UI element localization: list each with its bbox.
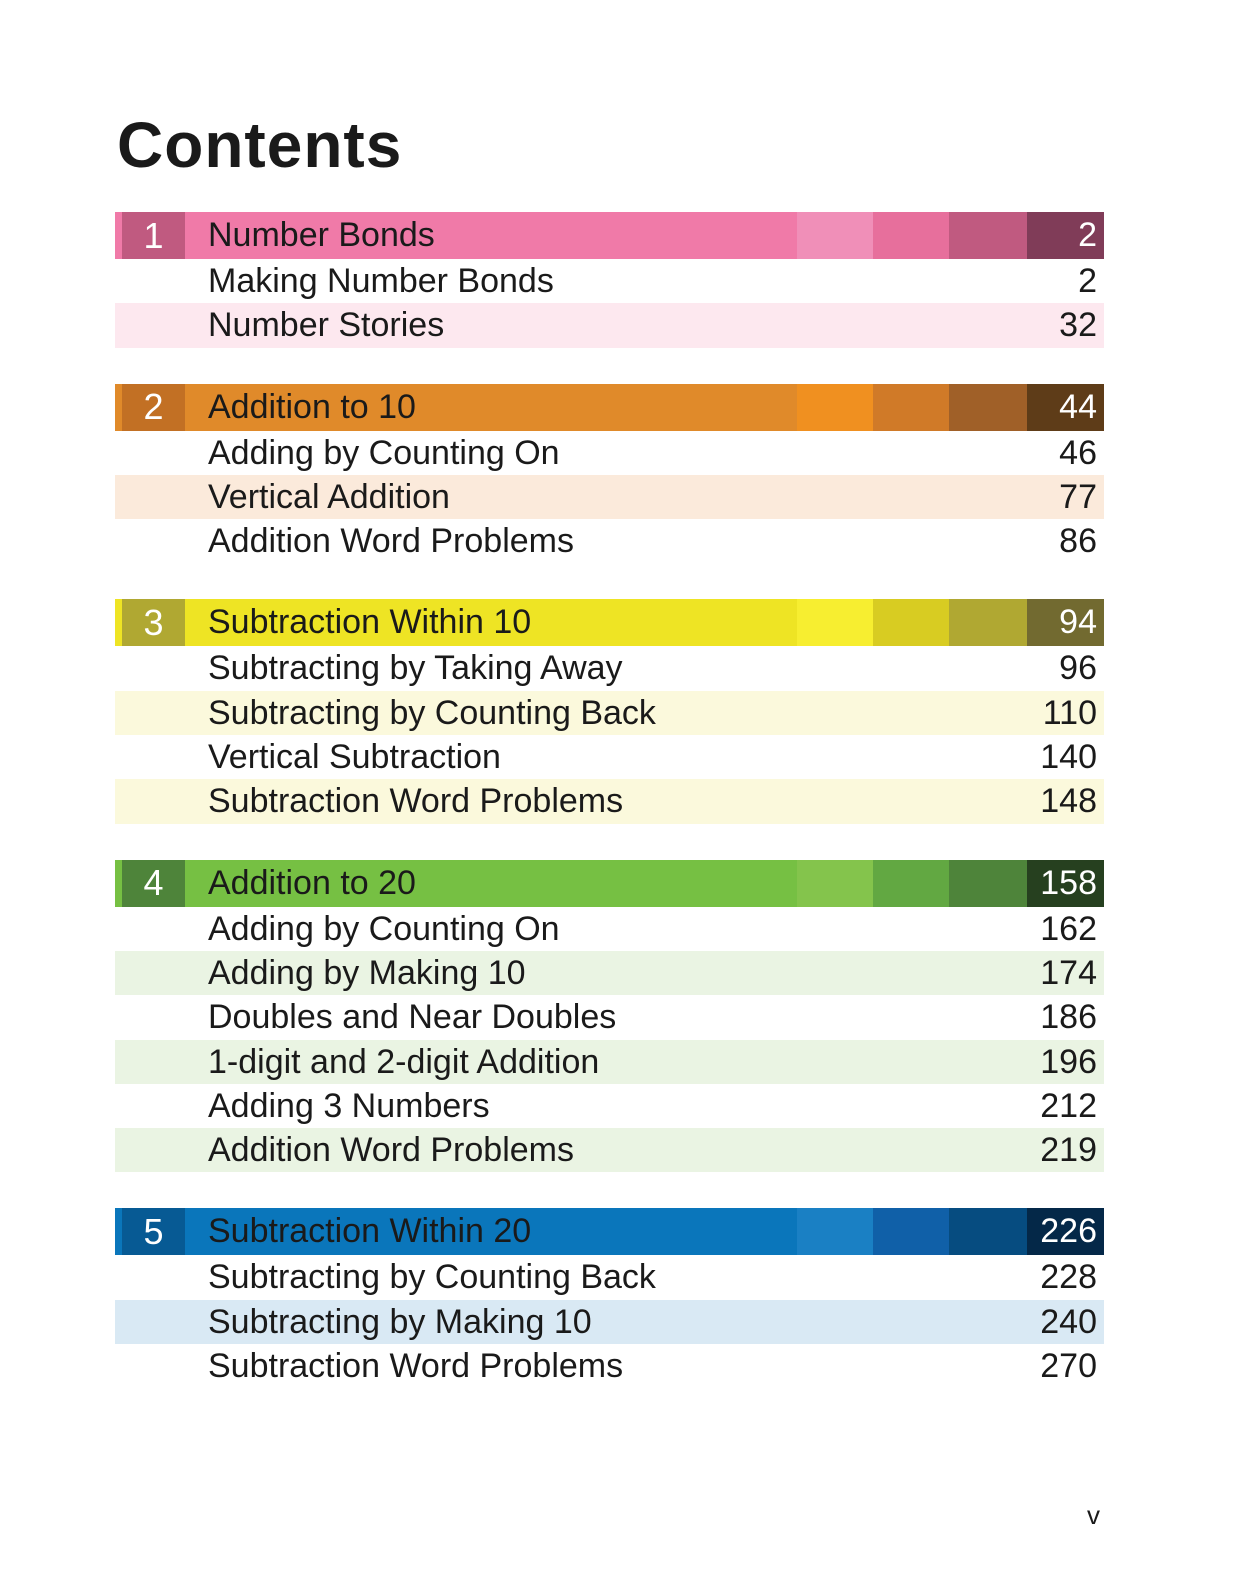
chapter-title: Subtraction Within 10 xyxy=(208,603,532,642)
entry-page: 240 xyxy=(1040,1302,1097,1341)
chapter-page: 44 xyxy=(1059,387,1097,426)
entry-title: Subtracting by Counting Back xyxy=(208,1258,656,1297)
toc-entry[interactable] xyxy=(115,1128,1104,1172)
chapter-number: 2 xyxy=(122,384,185,431)
toc-entry[interactable] xyxy=(115,1300,1104,1344)
entry-page: 196 xyxy=(1040,1042,1097,1081)
chapter-header[interactable] xyxy=(115,599,1104,646)
chapter-title: Addition to 20 xyxy=(208,863,416,902)
toc-entry[interactable] xyxy=(115,691,1104,735)
chapter-title: Number Bonds xyxy=(208,216,435,254)
toc-entry[interactable] xyxy=(115,735,1104,779)
entry-title: Making Number Bonds xyxy=(208,262,554,300)
chapter-section xyxy=(115,1208,1104,1388)
chapter-section xyxy=(115,384,1104,564)
color-block xyxy=(797,1208,873,1255)
toc-entry[interactable] xyxy=(115,995,1104,1039)
chapter-page: 94 xyxy=(1059,603,1097,642)
entry-page: 2 xyxy=(1078,262,1097,300)
toc-entry[interactable] xyxy=(115,1040,1104,1084)
chapter-number: 5 xyxy=(122,1208,185,1255)
chapter-header[interactable] xyxy=(115,860,1104,907)
page-title: Contents xyxy=(117,109,403,181)
color-block xyxy=(873,599,949,646)
entry-title: Adding by Counting On xyxy=(208,433,560,472)
chapter-section xyxy=(115,212,1104,348)
chapter-page: 158 xyxy=(1040,863,1097,902)
entry-page: 228 xyxy=(1040,1258,1097,1297)
entry-title: Addition Word Problems xyxy=(208,1131,574,1170)
entry-title: Subtraction Word Problems xyxy=(208,782,624,821)
toc-entry[interactable] xyxy=(115,1255,1104,1299)
color-block xyxy=(797,384,873,431)
entry-page: 212 xyxy=(1040,1086,1097,1125)
entry-title: Addition Word Problems xyxy=(208,522,574,561)
entry-page: 96 xyxy=(1059,649,1097,688)
color-block xyxy=(949,1208,1027,1255)
color-block xyxy=(873,384,949,431)
toc-entry[interactable] xyxy=(115,1344,1104,1388)
entry-page: 77 xyxy=(1059,477,1097,516)
chapter-title: Subtraction Within 20 xyxy=(208,1212,532,1251)
entry-title: Adding 3 Numbers xyxy=(208,1086,490,1125)
chapter-number: 4 xyxy=(122,860,185,907)
entry-title: Adding by Making 10 xyxy=(208,953,526,992)
chapter-title: Addition to 10 xyxy=(208,387,416,426)
toc-entry[interactable] xyxy=(115,475,1104,519)
toc-entry[interactable] xyxy=(115,779,1104,823)
color-block xyxy=(797,599,873,646)
chapter-number: 1 xyxy=(122,212,185,259)
entry-title: Adding by Counting On xyxy=(208,909,560,948)
chapter-section xyxy=(115,599,1104,823)
chapter-header[interactable] xyxy=(115,212,1104,259)
chapter-number: 3 xyxy=(122,599,185,646)
toc-entry[interactable] xyxy=(115,519,1104,563)
entry-title: Number Stories xyxy=(208,306,445,345)
entry-page: 140 xyxy=(1040,738,1097,777)
chapter-section xyxy=(115,860,1104,1173)
color-block xyxy=(949,384,1027,431)
chapter-page: 226 xyxy=(1040,1212,1097,1251)
entry-page: 110 xyxy=(1042,693,1097,732)
color-block xyxy=(873,212,949,259)
entry-page: 270 xyxy=(1040,1347,1097,1386)
color-block xyxy=(797,212,873,259)
entry-title: Vertical Subtraction xyxy=(208,738,501,777)
entry-page: 148 xyxy=(1040,782,1097,821)
chapter-page: 2 xyxy=(1078,216,1097,254)
toc-entry[interactable] xyxy=(115,951,1104,995)
entry-page: 86 xyxy=(1059,522,1097,561)
chapter-header[interactable] xyxy=(115,384,1104,431)
entry-title: Vertical Addition xyxy=(208,477,450,516)
entry-page: 219 xyxy=(1040,1131,1097,1170)
table-of-contents xyxy=(115,212,1104,1424)
entry-page: 174 xyxy=(1040,953,1097,992)
entry-title: 1-digit and 2-digit Addition xyxy=(208,1042,600,1081)
toc-entry[interactable] xyxy=(115,259,1104,303)
toc-entry[interactable] xyxy=(115,907,1104,951)
entry-page: 46 xyxy=(1059,433,1097,472)
color-block xyxy=(873,1208,949,1255)
entry-page: 186 xyxy=(1040,998,1097,1037)
entry-title: Subtracting by Making 10 xyxy=(208,1302,592,1341)
entry-page: 162 xyxy=(1040,909,1097,948)
toc-entry[interactable] xyxy=(115,646,1104,690)
color-block xyxy=(949,599,1027,646)
entry-page: 32 xyxy=(1059,306,1097,345)
toc-entry[interactable] xyxy=(115,303,1104,347)
color-block xyxy=(797,860,873,907)
entry-title: Doubles and Near Doubles xyxy=(208,998,617,1037)
entry-title: Subtracting by Counting Back xyxy=(208,693,656,732)
toc-entry[interactable] xyxy=(115,431,1104,475)
color-block xyxy=(873,860,949,907)
color-block xyxy=(949,860,1027,907)
entry-title: Subtraction Word Problems xyxy=(208,1347,624,1386)
page-number: v xyxy=(1087,1500,1100,1530)
color-block xyxy=(949,212,1027,259)
entry-title: Subtracting by Taking Away xyxy=(208,649,623,688)
chapter-header[interactable] xyxy=(115,1208,1104,1255)
toc-entry[interactable] xyxy=(115,1084,1104,1128)
